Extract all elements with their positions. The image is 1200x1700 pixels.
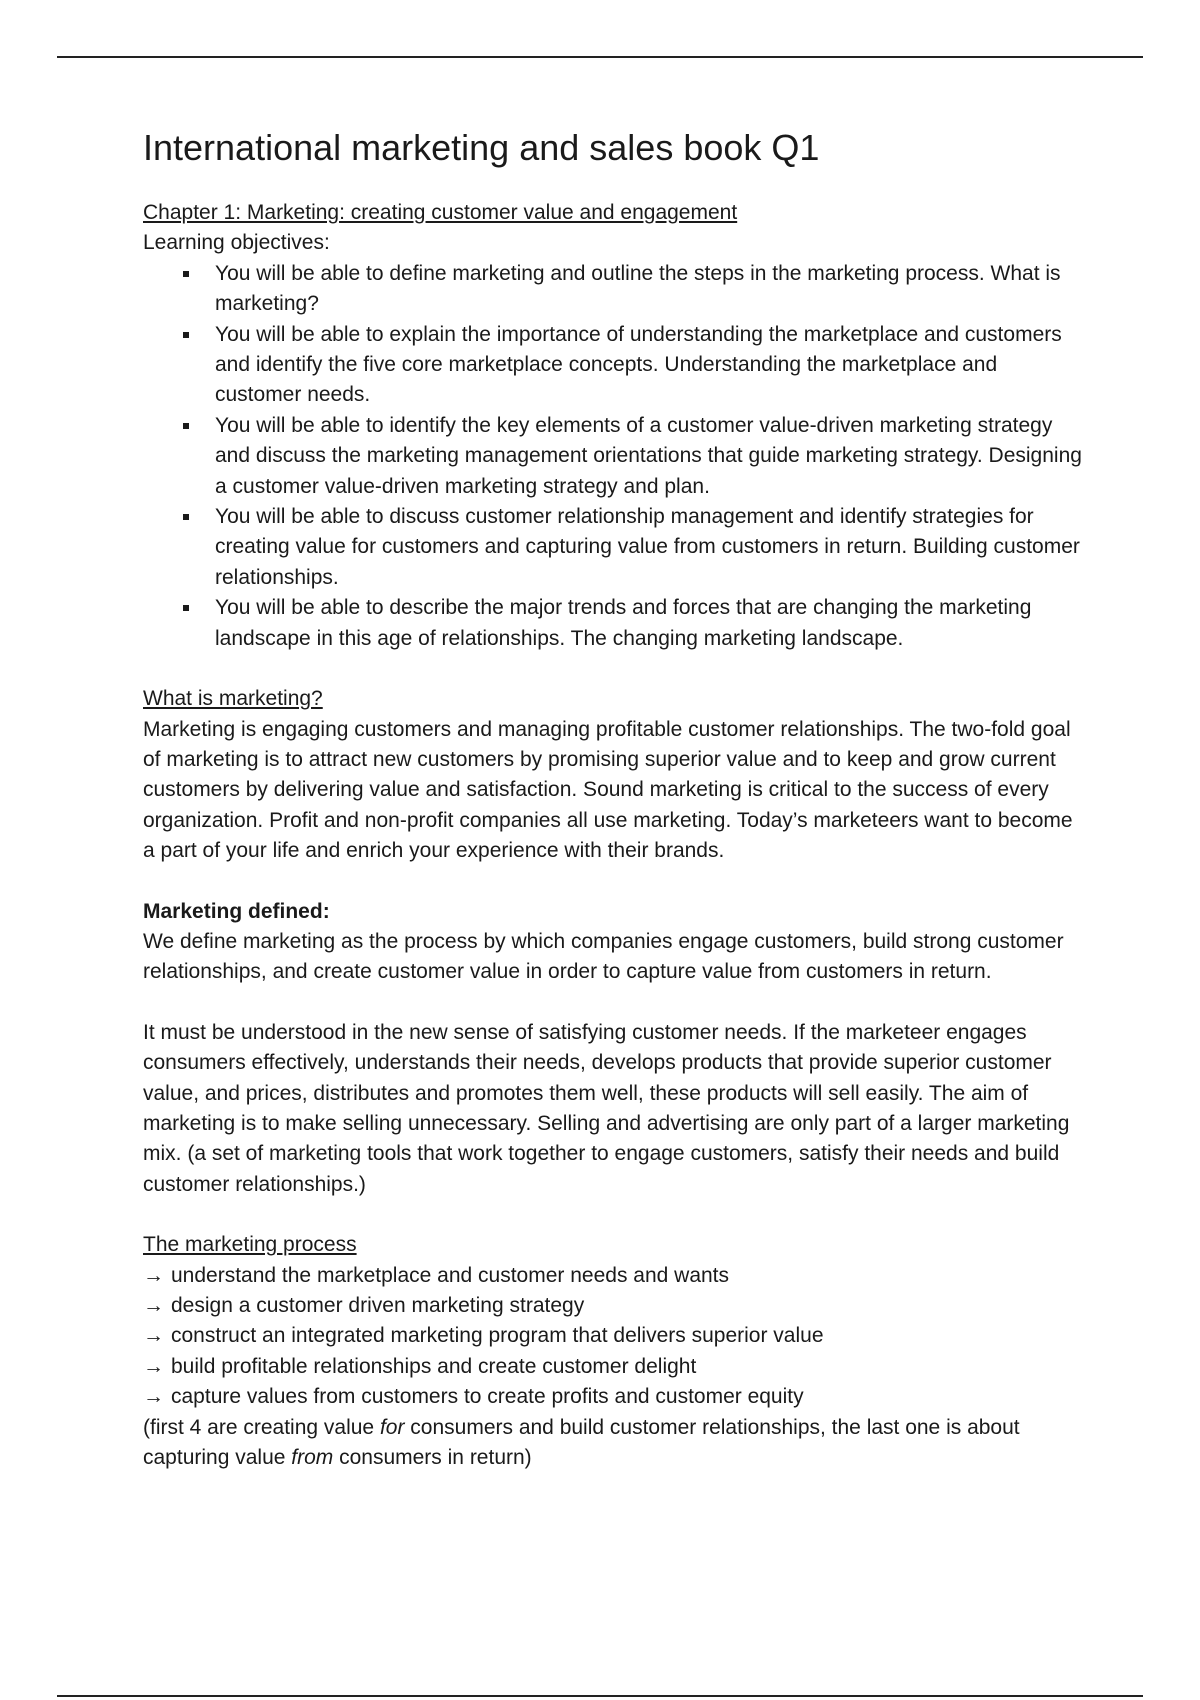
process-step-text: understand the marketplace and customer needs and wants [171, 1263, 730, 1287]
arrow-icon: → [143, 1263, 164, 1287]
chapter-heading: Chapter 1: Marketing: creating customer value and engagement [143, 201, 738, 224]
closing-note-text: (first 4 are creating value [143, 1415, 380, 1439]
closing-note-text: consumers in return) [333, 1446, 532, 1470]
closing-note-emphasis: from [291, 1446, 334, 1470]
what-is-marketing-body: Marketing is engaging customers and managing profitable customer relationships. The two-fold goal of marketing is to attract new customers by promising superior value and to keep and grow current customers by delivering value and satisfaction. Sound marketing is critical to the success of every organization. Profit and non-profit companies all use marketing. Today’s marketeers want to become a part of your life and enrich your experience with their brands. [143, 717, 1073, 863]
marketing-defined-body: We define marketing as the process by which companies engage customers, build strong customer relationships, and create customer value in order to capture value from customers in return. [143, 929, 1064, 984]
understood-paragraph: It must be understood in the new sense of satisfying customer needs. If the marketeer engages consumers effectively, understands their needs, develops products that provide superior customer value, and prices, distributes and promotes them well, these products will sell easily. The aim of marketing is to make selling unnecessary. Selling and advertising are only part of a larger marketing mix. (a set of marketing tools that work together to engage customers, satisfy their needs and build customer relationships.) [143, 1020, 1070, 1196]
process-step-text: build profitable relationships and create customer delight [171, 1354, 697, 1378]
process-step-text: design a customer driven marketing strategy [171, 1294, 585, 1317]
objective-item: You will be able to identify the key elements of a customer value-driven marketing strategy and discuss the marketing management orientations that guide marketing strategy. Designing a customer value-driven marketing strategy and plan. [143, 411, 1083, 502]
process-step [143, 1352, 1083, 1382]
objectives-list [143, 259, 1083, 654]
closing-note-text: consumers and build customer relationships, the last one is about capturing value [143, 1415, 1020, 1470]
objective-item: You will be able to discuss customer relationship management and identify strategies for creating value for customers and capturing value from customers in return. Building customer relationships. [143, 502, 1083, 593]
marketing-defined-heading: Marketing defined: [143, 899, 330, 923]
closing-note-emphasis: for [379, 1415, 405, 1439]
process-step-text: capture values from customers to create profits and customer equity [171, 1385, 804, 1409]
arrow-icon: → [143, 1294, 164, 1317]
closing-note [143, 1413, 1083, 1474]
arrow-icon: → [143, 1324, 164, 1348]
objective-item: You will be able to explain the importance of understanding the marketplace and customers and identify the five core marketplace concepts. Understanding the marketplace and customer needs. [143, 320, 1083, 411]
process-step [143, 1261, 1083, 1291]
objectives-label: Learning objectives: [143, 231, 330, 255]
arrow-icon: → [143, 1385, 164, 1409]
marketing-process-heading: The marketing process [143, 1233, 357, 1257]
document-title: International marketing and sales book Q1 [143, 127, 820, 168]
process-step-text: construct an integrated marketing program that delivers superior value [171, 1324, 824, 1348]
spacer [143, 867, 1083, 897]
objective-item: You will be able to define marketing and outline the steps in the marketing process. What is marketing? [143, 259, 1083, 320]
spacer [143, 988, 1083, 1018]
process-step [143, 1321, 1083, 1351]
what-is-marketing-heading: What is marketing? [143, 687, 323, 711]
document-page [143, 120, 1083, 1473]
bottom-rule [57, 1695, 1143, 1697]
top-rule [57, 56, 1143, 58]
spacer [143, 654, 1083, 684]
spacer [143, 1200, 1083, 1230]
arrow-icon: → [143, 1354, 164, 1378]
process-step [143, 1382, 1083, 1412]
process-step [143, 1291, 1083, 1321]
objective-item: You will be able to describe the major trends and forces that are changing the marketing landscape in this age of relationships. The changing marketing landscape. [143, 593, 1083, 654]
